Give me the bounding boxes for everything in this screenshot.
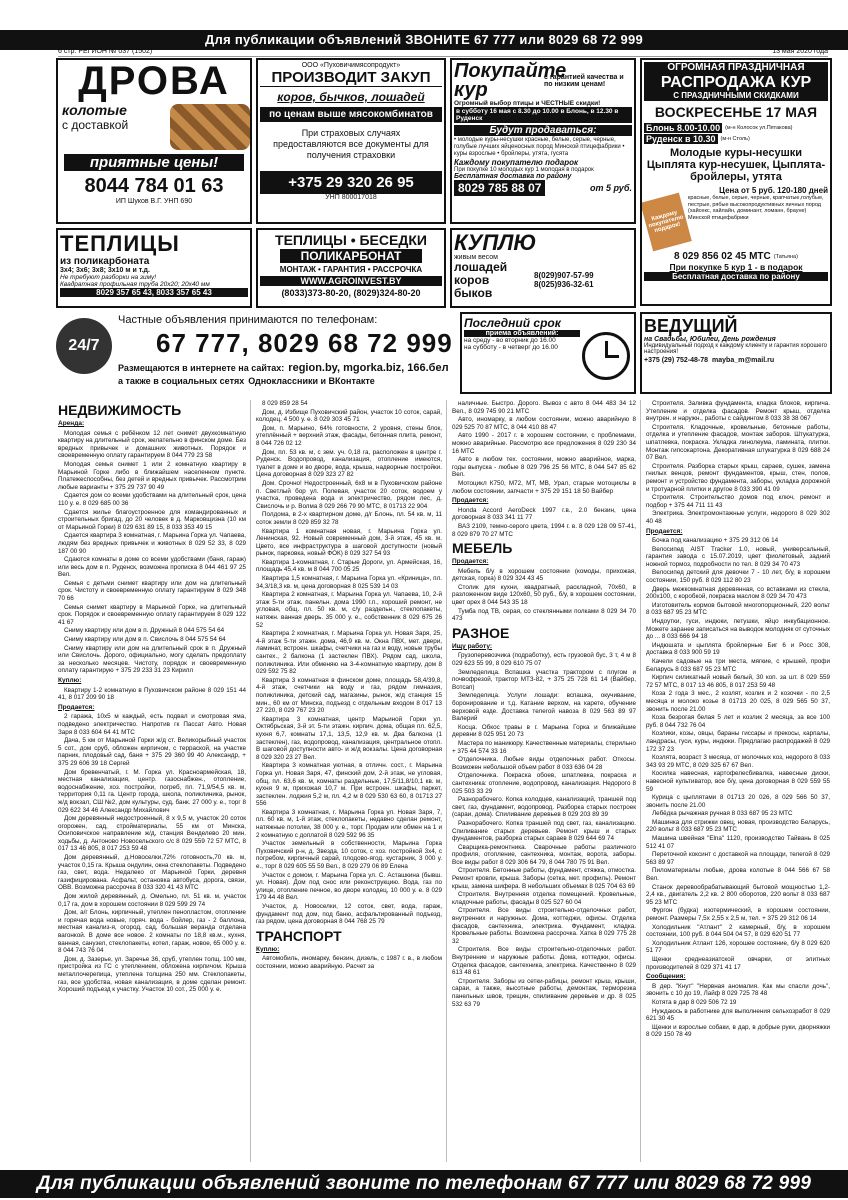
classified-ad: Строителя. Заборы из сетки-рабицы, ремонт крыш, крыши, сараи, а также, высотные работы, демонтаж, терморезка панельных швов, трещин, спиливание деревьев и др. 8 025 532 63 79	[452, 977, 636, 1008]
kuplyu-phone2: 8(025)936-32-61	[534, 280, 594, 289]
classified-ad: Дом бревенчатый, г. М. Горка ул. Красноармейская, 18, местная канализация, центр. газоснабжен., отопление, водоснабжение, хоз. постройки, погреб, пл. 71,9/54,5 кв. м, территория 0,11 га. Центр города, школа, поликлиника, рынок, ж/д вокзал, СШ №2, дом культуры, суд, банк. 27 000 у. е., торг 8 029 622 34 46 Александр Михайлович	[58, 768, 246, 814]
classified-ad: Honda Accord AeroDeck 1997 г.в., 2.0 бензин, цена договорная 8 033 341 11 77	[452, 506, 636, 522]
vedushchiy-sub: на Свадьбы, Юбилеи, День рождения	[644, 336, 776, 343]
section-heading: МЕБЕЛЬ	[452, 540, 513, 557]
classified-ad: Квартира 1-комнатная, г. Старые Дороги, ул. Армейская, 16, площадь 45,4 кв. м 8 044 700 05 25	[256, 558, 442, 574]
drova-phone: 8044 784 01 63	[84, 175, 224, 197]
vedushchiy-title: ВЕДУЩИЙ	[644, 316, 738, 336]
kury-sell-title: Будут продаваться:	[454, 125, 632, 136]
classified-ad: Индоутки, гуси, индюки, петушки, яйцо инкубационное. Можете заранее записаться на выводок молодняк от суточных до ... 8 033 666 94 18	[646, 618, 830, 641]
classified-ad: Сдаются комнаты в доме со всеми удобствами (баня, гараж) или весь дом в п. Руденск, возможна прописка 8 044 461 97 25 Вел.	[58, 556, 246, 579]
teplicy2-sub: ПОЛИКАРБОНАТ	[280, 249, 422, 263]
classified-ad: Квартира 2 комнатная, г. Марьина Горка ул. Чапаева, 10, 2-й этаж 5-ти этаж. панельн. дома 1990 г.п., хороший ремонт, не угловая, общ. пл. 50 кв. м, с/у раздельн., стеклопакеты, натяжн. ванная дверь. 35 000 у. е., собственник 8 029 675 26 52	[256, 591, 442, 629]
classified-ad: Квартира 2 комнатная, г. Марьина Горка ул. Новая Заря, 25, 4-й этаж 5-ти этажн. дома, 46,9 кв. м. Окна ПВХ, мет. двери, ламинат, встроен. шкафы, счетчики на газ и воду, новые трубы сантех., 2 балкона (1 застеклен ПВХ). Рядом сад, школа, поликлиника. Или обменяю на 3-4-комнатную квартиру, дом 8 029 592 75 82	[256, 630, 442, 676]
vedushchiy-text: Индивидуальный подход к каждому клиенту и гарантия хорошего настроения!	[644, 343, 827, 355]
rasp-title1: ОГРОМНАЯ ПРАЗДНИЧНАЯ	[644, 62, 828, 74]
classified-ad: Дом, д. Избище Пуховичский район, участок 10 соток, сарай, колодец, 4 500 у. е. 8 029 303 45 71	[256, 408, 442, 424]
classified-ad: Молодая семья снимет 1 или 2 комнатную квартиру в Марьиной Горке либо в ближайшем населенном пункте. Платежеспособны, без детей и вредных привычек. Рассмотрим любые варианты + 375 29 737 90 49	[58, 460, 246, 491]
bottom-banner: Для публикации объявлений звоните по телефонам 67 777 или 8029 68 72 999	[0, 1170, 848, 1198]
classified-ad: Строителя. Бетонные работы, фундамент, стяжка, отмостка. Ремонт кровли, крыша. Заборы (сетка, мет. профиль). Ремонт крыш, замена шифера. В небольших объемах 8 025 704 63 69	[452, 867, 636, 890]
kuplyu-item-1: коров	[454, 273, 490, 287]
classified-ad: наличные. Быстро. Дорого. Вывоз с авто 8 044 483 34 12 Вел., 8 029 745 90 21 МТС	[452, 400, 636, 415]
drova-line3: приятные цены!	[64, 154, 244, 171]
classified-ad: Квартира 3 комнатная, центр Марьиной Горки ул. Октябрьская, 3-й эт. 5-ти этажн. кирпич. дома, общая пл. 62,5, кухня 6,7, комнаты 17,1, 13,5, 12,9 кв. м. Два балкона (1 застеклен), газ, водопровод, канализация, центральное отопл. В шаговой доступности авто- и ж/д вокзалы. Цена договорная 8 029 320 23 27 Вел.	[256, 715, 442, 761]
subsection-heading: Куплю:	[58, 677, 82, 684]
teplicy1-promo: Не требуют разборки на зиму!	[60, 274, 157, 281]
classified-ad: Дом, а/г Блонь, кирпичный, утеплен пенопластом, отопление и горячая вода новые, горяч. вода - бойлер, газ - 2 баллона, местная канализ-я, огород, сад, большая веранда отделана вагонкой. В доме все новое. 2 комнаты по 18,8 кв.м., кухня, ванная, санузел, стеклопакеты, котел, гараж, новое, 65 000 у. е. 8 044 743 76 04	[58, 909, 246, 955]
classified-ad: Земледелица. Услуги лошади: вспашка, окучивание, боронирование и т.д. Катание верхом, на карете, обучение верховой езде. Доставка телегой навоза 8 029 563 89 97 Валерий	[452, 692, 636, 723]
classified-ad: Фургон (будка) изотермический, в хорошем состоянии, ремонт. Размеры 7,5х 2,55 х 2,5 м, тел. + 375 29 312 06 14	[646, 907, 830, 922]
rasp-title2: РАСПРОДАЖА КУР	[644, 74, 828, 91]
zakup-phone: +375 29 320 26 95	[260, 171, 442, 194]
classified-ad: Сдается квартира 3 комнатная, г. Марьина Горка ул. Чапаева, людям без вредных привычек и животных 8 029 52 33, 8 029 187 00 90	[58, 532, 246, 555]
classified-ad: Квартира 3 комнатная в финском доме, площадь 58,4/39,8, 4-й этаж, счетчики на воду и газ, рядом гимназия, поликлиника, детский сад, магазины, рынок, ж/д станция 15 мин., 60 км от Минска, подъезд с отдельным входом 8 017 13 27 220, 8 029 767 23 20	[256, 676, 442, 715]
drova-line1: колотые	[62, 102, 127, 118]
classified-ad: Индюшата и цыплята бройлерные Биг 6 и Росс 308, доставка 8 033 900 59 19	[646, 641, 830, 657]
classified-ad: Дом, д. Зазерье, ул. Заречье 36, сруб, утеплен толщ. 100 мм, пристройка из ГС с утеплением, обложена кирпичом. Крыша металлочерепица, утеплена толщина 250 мм. Стеклопакеты, газ, все удобства, новая канализация, в доме сделан ремонт. Хороший подъезд к участку. Участок 10 сот., 25 000 у. е.	[58, 955, 246, 994]
rasp-promo: При покупке 5 кур 1 - в подарок	[669, 262, 803, 272]
classified-ad: Машинка для стрижки овец, новая, производство Беларусь, 220 вольт 8 033 687 95 23 МТС	[646, 818, 830, 834]
kuplyu-sub: живым весом	[454, 254, 498, 261]
column-1	[58, 400, 246, 1165]
rasp-time2: Руденск в 10.30	[646, 134, 716, 144]
kury-sub: с гарантией качества и по низким ценам!	[544, 74, 624, 88]
subsection-heading: Продается:	[452, 497, 489, 505]
ad-kury-buy	[450, 58, 636, 224]
classified-ad: Козлята, возраст 3 месяца, от молочных коз, недорого 8 033 343 93 29 МТС, 8 029 325 67 67 Вел.	[646, 754, 830, 769]
subsection-heading: Сообщения:	[646, 973, 686, 981]
classified-ad: Квартира 3 комнатная уютная, в отличн. сост., г. Марьина Горка ул. Новая Заря, 47, финский дом, 2-й этаж, не угловая, общ. пл. 63,6 кв. м, комнаты раздельные, 17,5/11,8/10,1 кв. м, кухня 9 м, прихожая 10,7 м. При встроен. шкафы, паркет, застеклен. лоджия 5,2 м, пл. 4,2 м 8 029 530 63 60, 8 01713 27 556	[256, 762, 442, 808]
classified-ad: Авто 1990 - 2017 г. в хорошем состоянии, с проблемами, можно аварийные. Рассмотрю все предложения 8 029 230 34 16 МТС	[452, 432, 636, 455]
section-heading: РАЗНОЕ	[452, 624, 510, 641]
classified-ad: Мастера по маникюру. Качественные материалы, стерильно + 375 44 574 33 16	[452, 739, 636, 755]
classified-ad: 2 гаража, 10х5 м каждый, есть подвал и смотровая яма, подведено электричество. Напротив гк Пассат Авто. Новая Заря 8 033 604 64 41 МТС	[58, 713, 246, 736]
classified-ad: Молодая семья с ребёнком 12 лет снимет двухкомнатную квартиру на длительный срок, желательно в финском доме. Без вредных привычек и домашних животных. Порядок и своевременную оплату гарантируем 8 044 779 23 58	[58, 429, 246, 460]
rasp-price: Цена от 5 руб. 120-180 дней	[719, 186, 828, 195]
classified-ad: Строителя. Заливка фундамента, кладка блоков, кирпича. Утепление и отделка фасадов. Ремонт крыш, отделка внутрен. и наружн., работы с сайдингом 8 033 38 38 067	[646, 400, 830, 423]
classified-ad: Котята в дар 8 029 506 72 19	[652, 998, 737, 1006]
classified-ad: Тумба под ТВ, серая, со стеклянными полками 8 029 34 70 473	[452, 607, 636, 623]
ad-teplicy2	[256, 228, 446, 308]
kury-price: от 5 руб.	[590, 183, 632, 193]
column-2	[256, 400, 442, 1165]
classified-ad: Электрика. Электромонтажные услуги, недорого 8 029 302 40 48	[646, 510, 830, 525]
classified-ad: Бочка под канализацию + 375 29 312 06 14	[652, 537, 779, 545]
kuplyu-item-2: быков	[454, 286, 493, 300]
rasp-time2-note: (м-н Столь)	[720, 136, 750, 142]
teplicy2-phones: (8033)373-80-20, (8029)324-80-20	[281, 288, 421, 298]
classified-ad: Квартира 3 комнатная, г. Марьина Горка ул. Новая Заря, 7, пл. 60 кв. м, 1-й этаж, стеклопакеты, недавно сделан ремонт, натяжные потолки, 38 000 у. е., торг. Продам или обмен на 1 и 2 комнатную с доплатой 8 029 592 96 35	[256, 808, 442, 839]
classified-ad: Квартиру 1-2 комнатную в Пуховичском районе 8 029 151 44 41, 8 017 209 90 18	[58, 686, 246, 702]
zakup-text: При страховых случаях предоставляются все документы для получения страховки	[273, 128, 429, 160]
section-heading: ТРАНСПОРТ	[256, 927, 342, 944]
rasp-time1-note: (м-н Колосок ул.Пятакова)	[725, 125, 793, 131]
classified-ad: 8 029 859 28 54	[262, 400, 308, 407]
classified-ad: Машина швейная "Elna" 1120, производство Тайвань 8 025 512 41 07	[646, 835, 830, 850]
kuplyu-title: КУПЛЮ	[454, 230, 537, 255]
zakup-items: коров, бычков, лошадей	[277, 90, 425, 104]
classified-ad: Сварщика-ремонтника. Сварочные работы различного профиля, отопление, сантехника, монтаж, ворота, заборы. Все виды работ 8 029 306 64 79, 8 044 780 75 91 Вел.	[452, 843, 636, 866]
classified-ad: Коза безрогая белая 5 лет и козлик 2 месяца, за все 100 руб. 8 044 732 76 04	[646, 714, 830, 729]
section-heading: НЕДВИЖИМОСТЬ	[58, 402, 182, 418]
drova-note: ИП Шуков В.Г. УНП 690	[115, 198, 193, 205]
zakup-org: ООО «Пуховичимясопродукт»	[301, 62, 401, 69]
classified-ad: Качели садовые на три места, мягкие, с крышей, профи Беларусь 8 033 687 95 23 МТС	[646, 658, 830, 673]
classified-ad: Мотоцикл К750, М72, МТ, МВ, Урал, старые мотоциклы в любом состоянии, запчасти + 375 29 151 18 50 Вайбер	[452, 479, 636, 495]
ad-vedushchiy	[640, 312, 832, 394]
classified-ad: Строителя. Все виды строительно-отделочных работ, внутренних и наружных. Дома, коттеджи, офисы. Отделка фасадов, сантехника, электрика. Фундамент, кладка. Кровельные работы. Возможна рассрочка. Хатка 8 029 775 28 32	[452, 907, 636, 945]
classified-ad: Кирпич силикатный новый белый, 30 коп. за шт. 8 029 559 72 57 МТС, 8 017 13 46 805, 8 017 253 59 48	[646, 674, 830, 689]
classified-ad: Разнорабочего. Копка колодцев, канализаций, траншей под свет, газ, фундамент, водопровод. Разборка старых построек (сараи, дома). Спиливание деревьев 8 029 203 89 39	[452, 796, 636, 819]
kury-line2: в субботу 16 мая с 8.30 до 10.00 в Блонь, в 12.30 в Руденск	[454, 107, 632, 123]
classified-ad: Сниму квартиру или дом в п. Свислочь 8 044 575 54 64	[64, 636, 226, 644]
classified-ad: Коза 2 года 3 мес., 2 козлят, козлик и 2 козочки - по 2,5 месяца и молоко козье 8 01713 20 025, 8 029 565 50 37, звонить после 21.00	[646, 690, 830, 713]
kury-note: Каждому покупателю подарок	[454, 158, 579, 167]
classified-ad: Авто, иномарку, в любом состоянии, можно аварийную 8 029 525 70 87 МТС, 8 044 410 88 47	[452, 416, 636, 431]
classified-ad: Строителя. Все виды строительно-отделочных работ. Внутренние и наружные работы. Дома, коттеджи, офисы. Отделка фасадов, сантехника, электрика. Качественно 8 029 613 48 61	[452, 946, 636, 977]
classified-ad: Семья снимет квартиру в Марьиной Горке, на длительный срок. Порядок и своевременную оплату гарантируем 8 029 122 41 67	[58, 603, 246, 626]
classified-ad: В дер. "Кнут" "Нервная аномалия. Как мы спасли дочь", звонить с 10 до 19, Лайф 8 029 725 78 48	[646, 982, 830, 998]
classified-ad: Отделочника. Любые виды отделочных работ. Откосы. Возможен небольшой объем работ 8 033 636 04 28	[452, 756, 636, 771]
srok-sub: приема объявлений:	[464, 330, 580, 337]
drova-line2: с доставкой	[62, 118, 129, 132]
column-3	[452, 400, 636, 1165]
rasp-phone-note: (Татьяна)	[773, 253, 798, 260]
classified-ad: Дом деревянный, д.Новоселки,72% готовность,70 кв. м, участок 0,15 га. Крыша ондулин, окна стеклопакеты. Подведено газ, свет, вода. Недалеко от Марьиной Горки, деревня газифицирована. Асфальт, остановка автобуса, дорога, связи, ОВВ. Возможна рассрочка 8 033 320 41 43 МТС	[58, 854, 246, 892]
teplicy2-line: МОНТАЖ • ГАРАНТИЯ • РАССРОЧКА	[279, 265, 423, 274]
subsection-heading: Куплю:	[256, 945, 280, 953]
classified-ad: Дом. Срочно! Недостроенный, 6х8 м в Пуховичском районе п. Светлый бор ул. Полевая, участок 20 соток, водоем у участка, проведена вода и электричество, рядом лес, д. Свислочь и р. Волма 8 029 266 79 90 МТС, 8 01713 22 904	[256, 479, 442, 510]
subsection-heading: Аренда:	[58, 420, 85, 427]
page-date: 13 мая 2020 года	[772, 48, 828, 55]
classified-ad: Нуждаюсь в работнике для выполнения сельхозработ 8 029 621 30 45	[646, 1007, 830, 1023]
classified-ad: Земледелица. Вспашка участка трактором с плугом и почвофрезой, трактор МТЗ-82, + 375 25 728 61 14 (Вайбер, Вотсап)	[452, 668, 636, 691]
ad-kuplyu	[450, 228, 636, 308]
rasp-gift-badge: Каждому покупателю подарок!	[640, 193, 692, 252]
clock-24-7-icon: 24/7	[56, 318, 112, 374]
srok-line1: на среду - во вторник до 16.00	[464, 337, 556, 344]
classified-ad: Отделочника. Покраска обоев, шпатлевка, покраска и сантехника: отопление, водопровод, канализация. Недорого 8 025 503 33 29	[452, 772, 636, 795]
classified-ad: Щенки и взрослые собаки, в дар, в добрые руки, дворняжки 8 029 150 78 49	[646, 1023, 830, 1039]
subsection-heading: Продается:	[58, 703, 95, 711]
classified-ad: Столик для кухни, квадратный, раскладной, 70х60, в разложенном виде 120х60, 50 руб., б/у, в хорошем состоянии, цвет орех 8 044 543 35 18	[452, 583, 636, 607]
vedushchiy-email: mayba_m@mail.ru	[712, 357, 775, 364]
kuplyu-item-0: лошадей	[454, 260, 508, 274]
rasp-free: Бесплатная доставка по району	[644, 272, 828, 281]
ad-rasprodazha	[640, 58, 832, 306]
zakup-unp: УНП 800017018	[325, 194, 377, 201]
chastnye-social-label: а также в социальных сетях	[118, 376, 245, 386]
subsection-heading: Продается:	[646, 527, 683, 535]
classified-ad: Строителя. Разборка старых крыш, сараев, сушек, замена гнилых венцов, ремонт фундаментов, крыш, стен, полов, ремонт и устройство фундамента, заборы, укладка дорожной и тротуарной плитки и другое 8 033 390 41 09	[646, 462, 830, 493]
classified-ad: Участок с домом, г. Марьина Горка ул. С. Асташкина (бывш. ул. Новая). Дом под снос или реконструкцию. Вода, газ по улице, отопление печное, во дворе колодец, 10 000 у. е. 8 029 179 44 48 Вел.	[256, 871, 442, 902]
teplicy1-sizes: 3x4; 3x6; 3x8; 3x10 м и т.д.	[60, 267, 150, 274]
top-banner: Для публикации объявлений ЗВОНИТЕ 67 777 или 8029 68 72 999	[0, 30, 848, 50]
subsection-heading: Ищу работу:	[452, 642, 493, 650]
classified-ad: Сдается дом со всеми удобствами на длительный срок, цена 110 у. е. 8 029 685 00 36	[58, 492, 246, 507]
classified-ad: Квартира 1 комнатная новая, г. Марьина Горка ул. Ленинская, 92. Новый современный дом, 3-й этаж, 45 кв. м. Цвето, все инфраструктура в шаговой доступности (новый рынок, парковка, новый ФОК) 8 029 327 54 93	[256, 527, 442, 558]
rasp-big: Молодые куры-несушки Цыплята кур-несушек, Цыплята-бройлеры, утята	[646, 147, 826, 183]
classified-ad: Велосипед AIST Tracker 1.0, новый, универсальный, гарантия завода с 15.07.2019, цвет фиолетовый, задний ножной тормоз, подробности по тел. 8 029 34 70 473	[646, 545, 830, 568]
classified-ad: Участок земельный в собственности, Марьина Горка Пуховичский р-н, д. Звезда, 10 соток, с хоз. постройкой 3х4, с погребом, кирпичный сарай, плодово-ягод. кустарник, 3 000 у. е., торг 8 029 605 55 59 Вел., 8 029 279 06 89 Елена	[256, 840, 442, 871]
classified-ad: Квартира 1,5 комнатная, г. Марьина Горка ул. «Криница», пл. 34,3/18,3 кв. м, цена договорная 8 025 539 14 03	[256, 575, 442, 590]
classified-ad: Лебёдка рычажная ручная 8 033 687 95 23 МТС	[652, 810, 793, 818]
column-divider	[640, 400, 641, 1162]
kury-free: Бесплатная доставка по району	[454, 173, 572, 180]
classified-ad: Сниму квартиру или дом в п. Дружный 8 044 575 54 64	[64, 627, 225, 635]
classified-ad: Разнорабочего. Копка траншей под свет, газ, канализацию. Спиливание старых деревьев. Ремонт крыш и старых фундаментов, разборка старых сараев 8 029 644 69 74	[452, 819, 636, 843]
classified-ad: Участок, д. Новоселки, 12 соток, свет, вода, гараж, фундамент под дом, под баню, асфальтированный подъезд, газ рядом, цена договорная 8 044 768 25 79	[256, 903, 442, 926]
classified-ad: ВАЗ 2109, темно-серого цвета, 1994 г. в. 8 029 128 09 57-41, 8 029 879 70 27 МТС	[452, 522, 636, 538]
classified-ad: Холодильник "Атлант" 2 камерный, б/у, в хорошем состоянии, 100 руб. 8 044 504 04 57, 8 029 620 51 77	[646, 923, 830, 939]
rasp-desc: красные, белые, серые, черные, крапчатые,голубые, пестрые, рябые высокопродуктивных яичных пород (хайсекс, хайлайн, доминант, ломанн, брауне) Минской птицефабрики	[688, 195, 824, 221]
chastnye-text: Частные объявления принимаются по телефонам:	[118, 314, 378, 326]
chastnye-sites: region.by, mgorka.biz, 166.бел	[288, 362, 449, 374]
chastnye-site-label: Размещаются в интернете на сайтах:	[118, 363, 285, 373]
classified-ad: Косца. Обкос травы в г. Марьина Горка и ближайшие деревни 8 025 951 20 73	[452, 723, 636, 739]
vedushchiy-phone: +375 (29) 752-48-78	[644, 357, 709, 364]
rasp-day: ВОСКРЕСЕНЬЕ 17 МАЯ	[654, 104, 818, 120]
classified-ad: Дверь межкомнатная деревянная, со вставками из стекла, 200х100, с коробкой, покраска маслом 8 029 34 70 473	[646, 585, 830, 601]
classified-ad: Строителя. Строительство домов под ключ, ремонт и подбор + 375 44 711 11 43	[646, 494, 830, 509]
teplicy2-title: ТЕПЛИЦЫ • БЕСЕДКИ	[275, 232, 427, 248]
teplicy2-site: WWW.AGROINVEST.BY	[260, 276, 442, 286]
zakup-title: ПРОИЗВОДИТ ЗАКУП	[260, 69, 442, 87]
kury-list: • молодые куры-несушки красные, белые, серые, черные, голубые лучших яйценосных пород Минской птицефабрики • куры взрослые • бройлеры, утята, гусята	[454, 137, 625, 157]
classified-ad: Сдается жилье благоустроенное для командированных и строительных бригад, до 20 человек в д. Марковщизна (10 км от Марьиной Горки) 8 029 631 89 15, 8 033 353 49 15	[58, 508, 246, 531]
teplicy1-sub: из поликарбоната	[60, 256, 150, 267]
classified-ad: Грузоперевозчика (подработку), есть грузовой бус, 3 т, 4 м 8 029 623 55 99, 8 029 610 75 07	[452, 652, 636, 668]
column-4	[646, 400, 830, 1165]
classified-ad: Дом жилой деревянный, д. Омельно, пл. 51 кв. м, участок 0,17 га, дом в хорошем состоянии 8 029 599 29 74	[58, 893, 246, 908]
ad-srok	[460, 312, 636, 394]
subsection-heading: Продается:	[452, 558, 489, 566]
classified-ad: Автомобиль, иномарку, бензин, дизель, с 1987 г. в., в любом состоянии, можно аварийную. Расчет за	[256, 955, 442, 970]
srok-line2: на субботу - в четверг до 16.00	[464, 344, 558, 351]
classified-ad: Станок деревообрабатывающий бытовой мощностью 1,2-2,4 кв., двигатель 2,2 кв. 2 800 оборотов, 220 вольт 8 033 687 95 23 МТС	[646, 883, 830, 906]
classified-ad: Полдома, в 2-х квартирном доме, д/г Блонь, пл. 54 кв. м, 11 соток земли 8 029 859 32 78	[256, 511, 442, 526]
classified-ad: Велосипед детский для девочки 7 - 10 лет, б/у, в хорошем состоянии, 150 руб. 8 029 112 80 23	[646, 569, 830, 585]
classified-ad: Изготовитель кормов бытовой многопорционный, 220 вольт 8 033 687 95 23 МТС	[646, 601, 830, 617]
column-divider	[250, 400, 251, 1162]
kury-phone: 8029 785 88 07	[454, 180, 545, 196]
classified-ad: Мебель б/у в хорошем состоянии (комоды, прихожая, детская, горка) 8 029 324 43 45	[452, 567, 636, 583]
classified-ad: Холодильник Атлант 126, хорошее состояние, б/у 8 029 620 51 77	[646, 939, 830, 955]
chastnye-social: Одноклассники и ВКонтакте	[248, 376, 375, 386]
classified-ad: Сниму квартиру или дом на длительный срок в п. Дружный или Свислочь. Дорого, официально, могу сделать предоплату за несколько месяцев. Чистоту, порядок и своевременную оплату гарантирую + 375 29 233 31 23 Кирилл	[58, 644, 246, 675]
kuplyu-phone1: 8(029)907-57-99	[534, 271, 594, 280]
teplicy1-title: ТЕПЛИЦЫ	[60, 231, 180, 256]
ad-drova	[56, 58, 252, 224]
classified-ad: Дом, пл. 53 кв. м, с зем. уч. 0,18 га, расположен в центре г. Руденск. Водопровод, канализация, отопление имеются, туалет в доме и во дворе, вода, крыша, надворные постройки. Цена договорная 8 029 323 27 82	[256, 448, 442, 479]
classified-ad: Дом, п. Марьино, 64% готовности, 2 уровня, стены блок, утеплённый + верхний этаж, фасады, бетонная плита, ремонт, 8 044 726 02 12	[256, 424, 442, 447]
classified-ad: Дом деревянный недостроенный, 8 х 9,5 м, участок 20 соток огорожен, сад, стройматериалы, 55 км от Минска, Осиповичское направление ж/д, станция Венделево 20 мин. ходьбы, д. Антоново Новосельского с/с 8 029 559 72 57 МТС, 8 017 13 46 805, 8 017 253 59 48	[58, 815, 246, 853]
teplicy1-pipe: Квадратная профильная труба 20x20; 20x40 мм	[60, 281, 210, 288]
srok-title: Последний срок	[464, 316, 561, 330]
logs-image	[170, 104, 250, 150]
page-info	[58, 48, 828, 57]
classified-ad: Строителя. Внутренняя отделка помещений. Кровельные, кладочные работы, фасады 8 025 527 60 04	[452, 891, 636, 906]
ad-teplicy1	[56, 228, 252, 308]
chastnye-phones: 67 777, 8029 68 72 999	[156, 328, 453, 358]
ad-zakup	[256, 58, 446, 224]
classified-ad: Щенки среднеазиатской овчарки, от элитных производителей 8 029 371 41 17	[646, 955, 830, 971]
classified-ad: Переточной коксинт с доставкой на площади, телегой 8 029 563 89 97	[646, 851, 830, 866]
classified-ad: Козлики, козы, овцы, бараны гиссары и прекосы, карпалы, ландрасы, гуси, куры, индюки. Предлагаю распродажей 8 029 172 37 23	[646, 730, 830, 753]
classified-ad: Строителя. Кладочные, кровельные, бетонные работы, отделка и утепление фасадов, монтаж заборов. Штукатурка, шпатлевка, покраска. Укладка линолеума, ламината, плитки. Монтаж гипсокартона. Декоративная штукатурка 8 029 688 24 07 Вел.	[646, 423, 830, 462]
classified-ad: Курица с цыплятами 8 01713 20 026, 8 029 566 50 37, звонить после 21.00	[646, 794, 830, 809]
classified-ad: Семья с детьми снимет квартиру или дом на длительный срок. Чистоту и своевременную оплату гарантируем 8 029 348 70 66	[58, 579, 246, 603]
classified-ad: Пиломатериалы любые, дрова колотые 8 044 566 67 58 Вел.	[646, 867, 830, 883]
kury-line1: Огромный выбор птицы и ЧЕСТНЫЕ скидки!	[454, 100, 601, 107]
classified-ad: Дача, 5 км от Марьиной Горки ж/д ст. Великорыбный участок 5 сот., дом сруб, обложен кирпичом, с терраской, на участке парник, плодовый сад, баня + 375 29 360 99 40 Александр, + 375 29 606 39 18 Сергей	[58, 737, 246, 767]
page-number: 6 стр. РЕГИОН № 037 (1502)	[58, 48, 153, 55]
kury-note2: При покупке 10 молодых кур 1 молодая в подарок	[454, 167, 594, 173]
drova-title: ДРОВА	[78, 59, 230, 103]
rasp-time1: Блонь 8.00-10.00	[646, 123, 721, 133]
ad-chastnye	[56, 312, 456, 394]
column-divider	[446, 400, 447, 1162]
clock-icon	[582, 332, 630, 380]
rasp-phone: 8 029 856 02 45 МТС	[674, 251, 771, 262]
classified-ad: Авто в любом тех. состоянии, можно аварийное, марка, годы выпуска - любые 8 029 796 25 56 МТС, 8 044 547 85 62 Вел.	[452, 456, 636, 479]
classified-ad: Косилка навесная, картофелесбивалка, навесные диски, навесной культиватор, все б/у, цена договорная 8 029 559 55 59	[646, 770, 830, 793]
teplicy1-phones: 8029 357 65 43, 8033 357 65 43	[60, 288, 248, 297]
zakup-sub: по ценам выше мясокомбинатов	[260, 107, 442, 122]
kury-title: Покупайте кур	[454, 60, 567, 101]
rasp-title3: С ПРАЗДНИЧНЫМИ СКИДКАМИ	[644, 91, 828, 101]
